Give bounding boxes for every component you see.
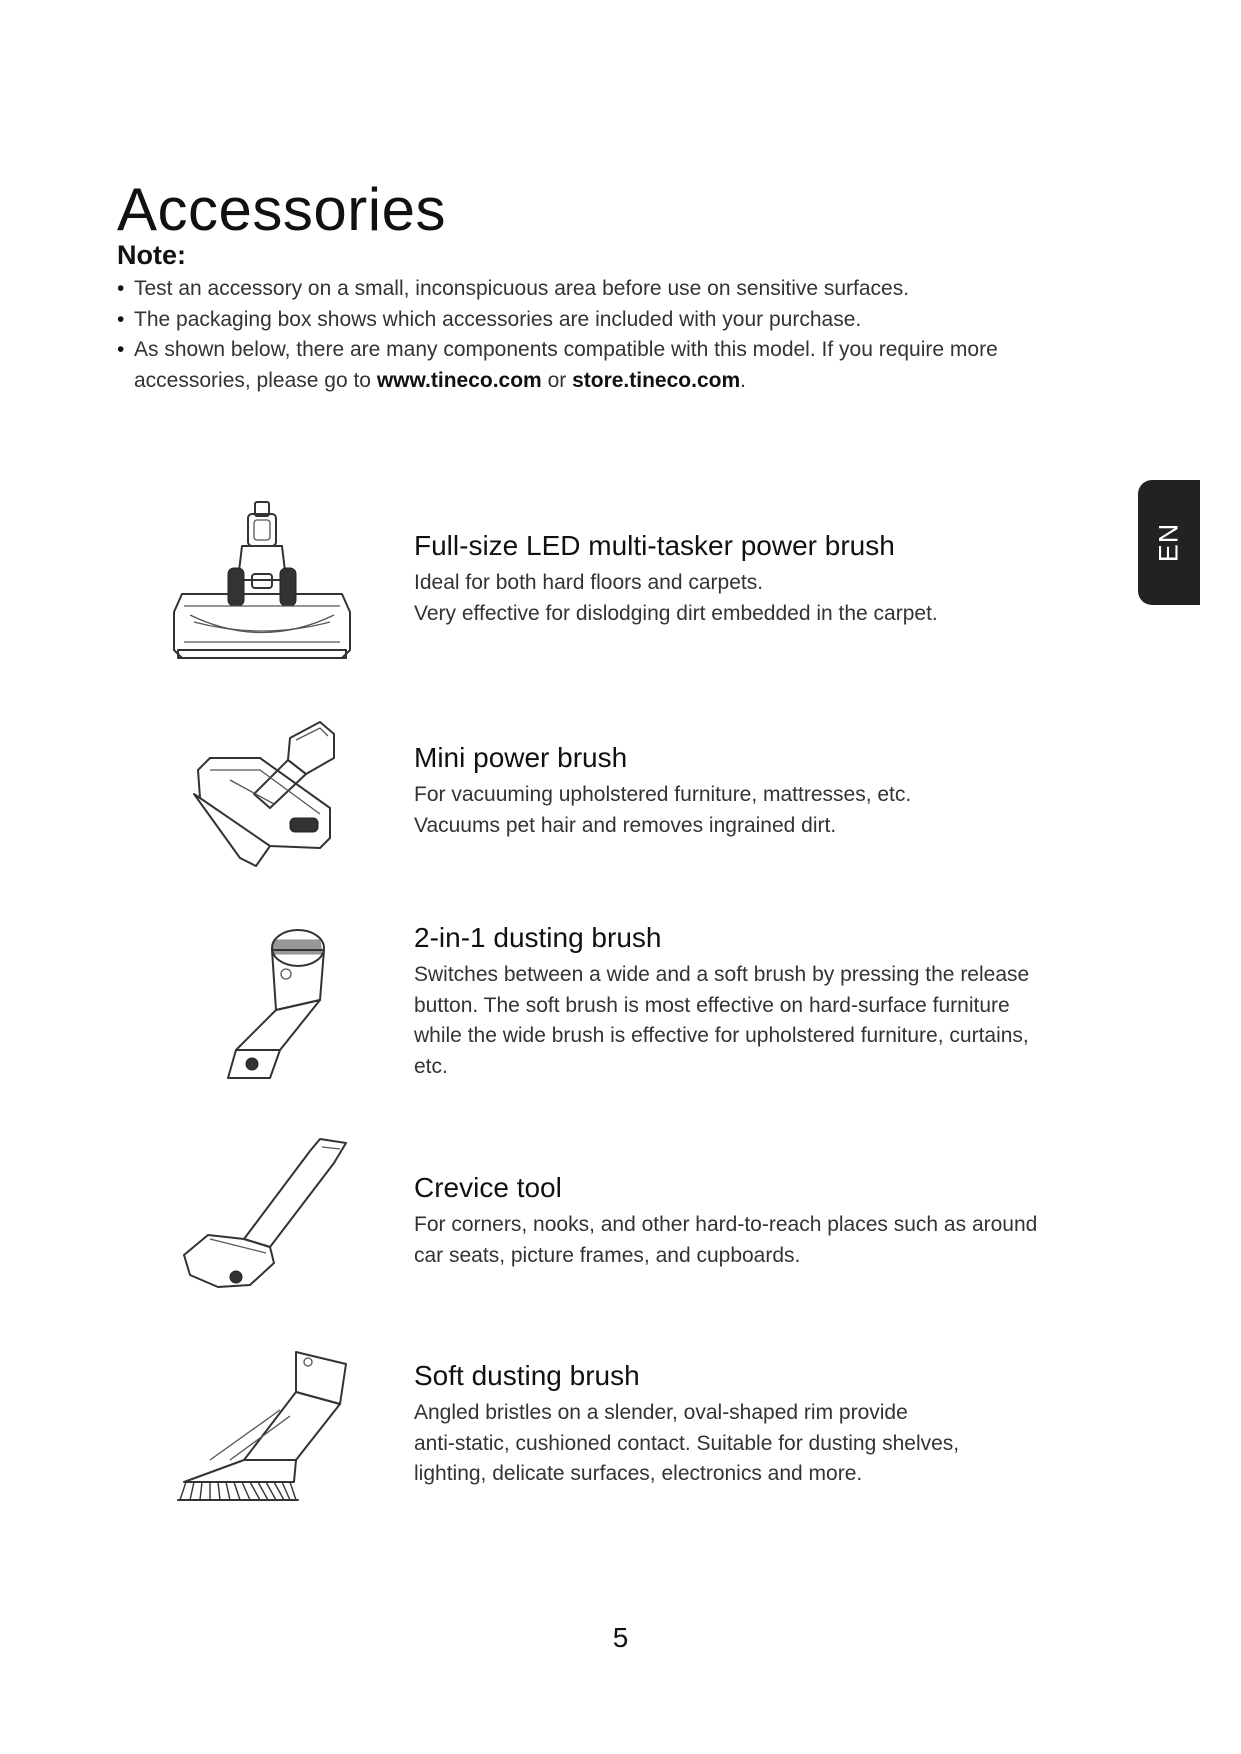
accessory-text	[414, 740, 1084, 841]
accessory-description	[414, 960, 1084, 1082]
accessory-name: Soft dusting brush	[414, 1360, 640, 1391]
accessory-name: Mini power brush	[414, 742, 628, 773]
accessory-name: 2-in-1 dusting brush	[414, 922, 662, 953]
description-line: lighting, delicate surfaces, electronics and more.	[414, 1462, 863, 1485]
accessory-description	[414, 780, 1084, 841]
description-line: Switches between a wide and a soft brush by pressing the release	[414, 963, 1030, 986]
description-line: car seats, picture frames, and cupboards.	[414, 1243, 801, 1267]
accessory-description	[414, 1210, 1084, 1271]
note-heading: Note:	[117, 240, 186, 270]
description-line: button. The soft brush is most effective on hard-surface furniture	[414, 993, 1010, 1017]
accessory-text	[414, 528, 1084, 629]
accessory-text	[414, 1170, 1084, 1271]
note-item	[117, 274, 1077, 305]
page-title: Accessories	[117, 176, 446, 244]
note-text: .	[740, 368, 746, 392]
description-line: Ideal for both hard floors and carpets.	[414, 571, 764, 594]
note-text: The packaging box shows which accessories are included with your purchase.	[134, 307, 862, 331]
tineco-store-link[interactable]: store.tineco.com	[572, 368, 741, 392]
language-tab[interactable]	[1138, 480, 1200, 605]
description-line: while the wide brush is effective for upholstered furniture, curtains,	[414, 1024, 1029, 1047]
language-label: EN	[1153, 522, 1184, 563]
note-list	[117, 274, 1077, 396]
soft-dusting-brush-icon	[170, 1350, 370, 1505]
accessory-description	[414, 568, 1084, 629]
note-text: Test an accessory on a small, inconspicuous area before use on sensitive surfaces.	[134, 277, 910, 300]
crevice-tool-icon	[170, 1135, 370, 1305]
accessory-name: Full-size LED multi-tasker power brush	[414, 530, 895, 561]
note-item	[117, 305, 1077, 336]
mini-power-brush-icon	[170, 718, 370, 868]
note-text: As shown below, there are many components compatible with this model. If you require more accessories, please go to	[134, 338, 998, 392]
description-line: Angled bristles on a slender, oval-shaped rim provide	[414, 1401, 908, 1424]
description-line: etc.	[414, 1054, 448, 1078]
description-line: Vacuums pet hair and removes ingrained dirt.	[414, 813, 837, 837]
description-line: Very effective for dislodging dirt embedded in the carpet.	[414, 601, 938, 625]
tineco-website-link[interactable]: www.tineco.com	[376, 368, 542, 392]
accessory-name: Crevice tool	[414, 1172, 562, 1203]
accessory-text	[414, 920, 1084, 1082]
dusting-brush-icon	[170, 920, 370, 1090]
accessory-description	[414, 1398, 1084, 1490]
power-brush-icon	[170, 500, 370, 670]
note-text: or	[541, 368, 573, 392]
description-line: anti-static, cushioned contact. Suitable for dusting shelves,	[414, 1431, 960, 1455]
page-number: 5	[612, 1622, 629, 1653]
description-line: For vacuuming upholstered furniture, mattresses, etc.	[414, 783, 912, 806]
accessory-text	[414, 1358, 1084, 1490]
note-item	[117, 335, 1077, 396]
description-line: For corners, nooks, and other hard-to-reach places such as around	[414, 1213, 1038, 1236]
